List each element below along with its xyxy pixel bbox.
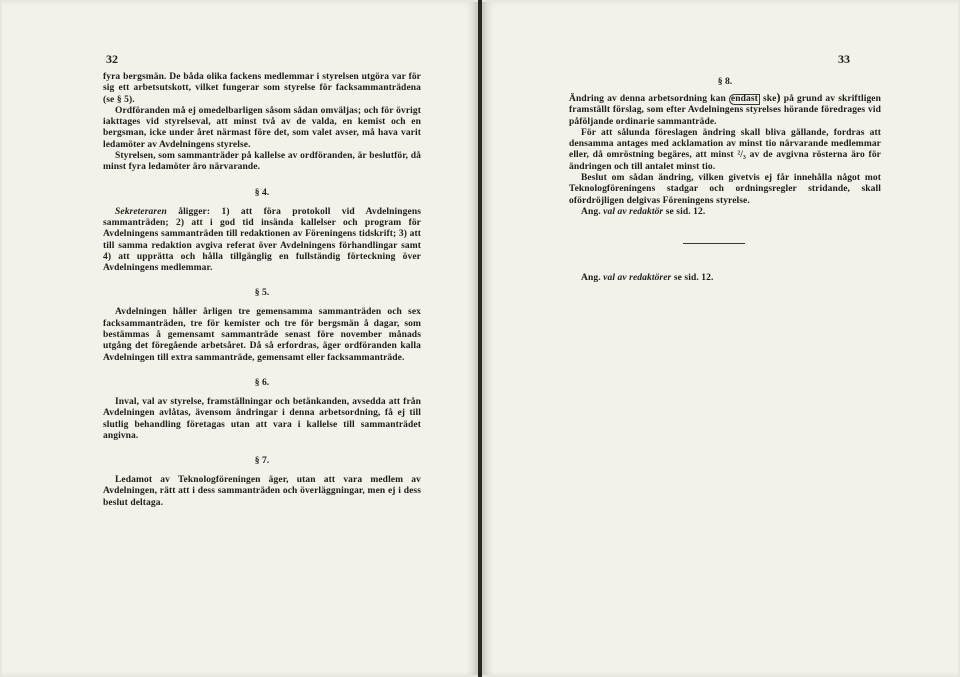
- paragraph: Inval, val av styrelse, framställningar och betänkanden, avsedda att från Avdelningen avlåtas, ävensom ändringar i denna arbetsordning, få ej till slutlig behandling företagas utan att vara i kallelse till sammanträdet angivna.: [103, 396, 421, 441]
- section-heading: § 7.: [254, 455, 270, 467]
- paragraph: Ordföranden må ej omedelbarligen såsom sådan omväljas; och för övrigt iakttages vid styrelseval, att minst två av de valda, en kemist och en bergsman, icke under året närmast före det, som valet avser, må hava varit ledamöter av Avdelningens styrelse.: [103, 105, 421, 150]
- page-number: 33: [838, 52, 850, 66]
- paragraph-text: åligger: 1) att föra protokoll vid Avdelningens sammanträden; 2) att i god tid insända kallelser och program för Avdelningens sammanträden till redaktionen av Föreningens tidskrift; 3) att till samma redaktion avgiva referat över Avdelningens förhandlingar samt 4) att upprätta och hålla tillgänglig en fullständig förteckning över Avdelningens medlemmar.: [103, 206, 421, 274]
- italic-term: val av redaktörer: [603, 273, 672, 284]
- left-text-column: [103, 72, 421, 509]
- reference-text: se sid. 12.: [671, 273, 714, 284]
- paragraph-text: Ändring av denna arbetsordning kan: [569, 94, 729, 104]
- reference-text: Ang.: [581, 273, 604, 284]
- section-heading: § 6.: [254, 376, 270, 388]
- paragraph: [569, 90, 881, 128]
- paragraph: Ledamot av Teknologföreningen äger, utan att vara medlem av Avdelningen, rätt att i dess sammanträden och överläggningar, men ej i dess beslut deltaga.: [103, 475, 421, 508]
- right-text-column: [569, 76, 881, 285]
- reference-line: [569, 207, 881, 218]
- right-page: [482, 2, 958, 675]
- section-heading: § 4.: [254, 186, 270, 198]
- handwritten-bracket: ): [776, 90, 781, 104]
- reference-text: Ang.: [581, 206, 604, 217]
- paragraph: Avdelningen håller årligen tre gemensamma sammanträden och sex facksammanträden, tre för kemister och tre för bergsmän å dagar, som bestämmas å gemensamt sammanträde senast före november månads utgång det föregående arbetsåret. Då så erfordras, äger ordföranden kalla Avdelningen till extra sammanträde, gemensamt eller facksammanträde.: [103, 307, 421, 363]
- section-heading: § 8.: [717, 76, 733, 87]
- handwritten-box-mark: endast: [730, 94, 758, 104]
- paragraph: Beslut om sådan ändring, vilken givetvis ej får innehålla något mot Teknologföreningens stadgar och ordningsregler stridande, skall ofördröjligen delgivas Föreningens styrelse.: [569, 173, 881, 206]
- paragraph: fyra bergsmän. De båda olika fackens medlemmar i styrelsen utgöra var för sig ett arbetsutskott, vilket fungerar som styrelse för facksammanträdena (se § 5).: [103, 72, 421, 105]
- reference-line: [569, 273, 881, 284]
- paragraph: För att sålunda föreslagen ändring skall bliva gällande, fordras att densamma antages med acklamation av minst tio närvarande medlemmar eller, då omröstning begäres, att minst ²/₃ av de avgivna rösterna äro för ändringen och till antalet minst tio.: [569, 127, 881, 172]
- page-number: 32: [106, 52, 118, 66]
- italic-term: val av redaktör: [603, 206, 664, 217]
- reference-text: se sid. 12.: [663, 206, 706, 217]
- section-divider: [683, 243, 745, 244]
- paragraph-text: på grund av skriftligen framställt förslag, som efter Avdelningens styrelses hörande föredrages vid påföljande ordinarie sammanträde.: [569, 94, 881, 127]
- italic-term: Sekreteraren: [115, 206, 167, 217]
- section-heading: § 5.: [254, 287, 270, 299]
- paragraph: [103, 207, 421, 275]
- left-page: [2, 2, 478, 675]
- paragraph: Styrelsen, som sammanträder på kallelse av ordföranden, är beslutför, då minst fyra ledamöter äro närvarande.: [103, 151, 421, 173]
- paragraph-text: ske: [759, 94, 777, 104]
